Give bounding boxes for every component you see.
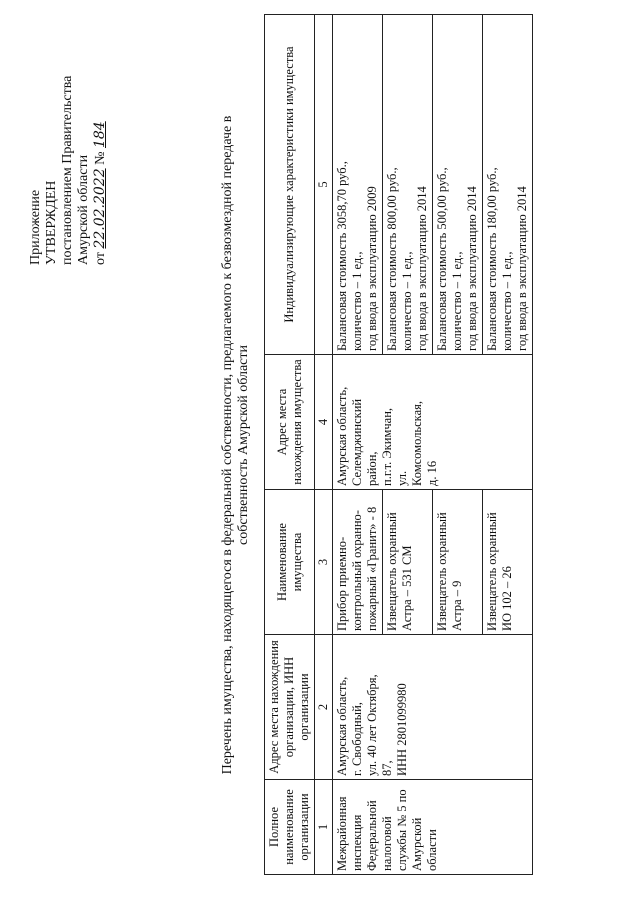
- cell-text: Извещатель охранный: [485, 512, 499, 631]
- column-number-row: [315, 15, 333, 875]
- column-number: 5: [315, 15, 333, 355]
- cell-text: Балансовая стоимость 800,00 руб.,: [385, 167, 399, 351]
- cell-text: ИО 102 – 26: [500, 566, 514, 631]
- cell-text: Амурской: [410, 817, 424, 871]
- cell-text: Федеральной: [365, 800, 379, 871]
- column-number: 2: [315, 635, 333, 780]
- cell-text: год ввода в эксплуатацию 2009: [365, 186, 379, 351]
- cell-text: области: [425, 829, 439, 871]
- approval-resolution: постановлением Правительства: [60, 75, 75, 265]
- cell-text: Балансовая стоимость 500,00 руб.,: [435, 167, 449, 351]
- cell-text: д. 16: [425, 460, 439, 486]
- cell-text: налоговой: [380, 816, 394, 871]
- cell-text: количество – 1 ед.,: [500, 251, 514, 351]
- property-name-cell: [433, 490, 483, 635]
- property-name-cell: [483, 490, 533, 635]
- number-prefix: №: [93, 151, 108, 165]
- rotated-content: [20, 5, 620, 885]
- cell-text: 87,: [380, 760, 394, 776]
- document-title: [220, 35, 252, 855]
- cell-text: Астра – 531 СМ: [400, 545, 414, 631]
- cell-text: Межрайонная: [335, 796, 349, 871]
- characteristics-cell: [333, 15, 383, 355]
- table-row: [333, 15, 383, 875]
- column-number: 1: [315, 780, 333, 875]
- property-table: [264, 14, 533, 875]
- cell-text: количество – 1 ед.,: [350, 251, 364, 351]
- approval-number: 184: [92, 121, 108, 149]
- date-prefix: от: [93, 252, 108, 265]
- cell-text: Извещатель охранный: [385, 512, 399, 631]
- cell-text: Комсомольская,: [410, 401, 424, 486]
- cell-text: количество – 1 ед.,: [400, 251, 414, 351]
- cell-text: службы № 5 по: [395, 789, 409, 871]
- org-name-cell: [333, 780, 533, 875]
- header-org-address: Адрес места нахождения организации, ИНН организации: [265, 635, 315, 780]
- cell-text: ул.: [395, 470, 409, 486]
- cell-text: год ввода в эксплуатацию 2014: [415, 186, 429, 351]
- approval-approved: УТВЕРЖДЕН: [44, 180, 59, 265]
- header-org-name: Полное наименование организации: [265, 780, 315, 875]
- cell-text: Балансовая стоимость 180,00 руб.,: [485, 167, 499, 351]
- cell-text: Прибор приемно-: [335, 536, 349, 631]
- characteristics-cell: [383, 15, 433, 355]
- column-number: 4: [315, 355, 333, 490]
- characteristics-cell: [433, 15, 483, 355]
- org-address-cell: [333, 635, 533, 780]
- header-property-name: Наименование имущества: [265, 490, 315, 635]
- approval-date-line: [92, 76, 109, 265]
- cell-text: контрольный охранно-: [350, 510, 364, 631]
- property-name-cell: [383, 490, 433, 635]
- cell-text: Селемджинский: [350, 398, 364, 486]
- approval-block: [28, 76, 109, 265]
- header-characteristics: Индивидуализирующие характеристики имущества: [265, 15, 315, 355]
- property-address-cell: [333, 355, 533, 490]
- approval-appendix: Приложение: [28, 189, 43, 265]
- approval-region: Амурской области: [76, 154, 91, 265]
- cell-text: год ввода в эксплуатацию 2014: [465, 186, 479, 351]
- cell-text: Амурская область,: [335, 386, 349, 486]
- header-property-address: Адрес места нахождения имущества: [265, 355, 315, 490]
- characteristics-cell: [483, 15, 533, 355]
- cell-text: г. Свободный,: [350, 702, 364, 776]
- cell-text: Астра – 9: [450, 580, 464, 631]
- cell-text: район,: [365, 451, 379, 486]
- cell-text: пожарный «Гранит» - 8: [365, 506, 379, 631]
- cell-text: инспекция: [350, 814, 364, 871]
- cell-text: год ввода в эксплуатацию 2014: [515, 186, 529, 351]
- cell-text: Извещатель охранный: [435, 512, 449, 631]
- table-header-row: [265, 15, 315, 875]
- cell-text: количество – 1 ед.,: [450, 251, 464, 351]
- title-line-1: Перечень имущества, находящегося в федеральной собственности, предлагаемого к безвозмездной передаче в: [220, 115, 235, 775]
- cell-text: Амурская область,: [335, 676, 349, 776]
- cell-text: п.г.т. Экимчан,: [380, 407, 394, 486]
- cell-text: Балансовая стоимость 3058,70 руб.,: [335, 161, 349, 351]
- property-name-cell: [333, 490, 383, 635]
- title-line-2: собственность Амурской области: [236, 344, 251, 546]
- column-number: 3: [315, 490, 333, 635]
- cell-text: ИНН 2801099980: [395, 683, 409, 776]
- approval-date: 22.02.2022: [92, 168, 108, 249]
- cell-text: ул. 40 лет Октября,: [365, 674, 379, 776]
